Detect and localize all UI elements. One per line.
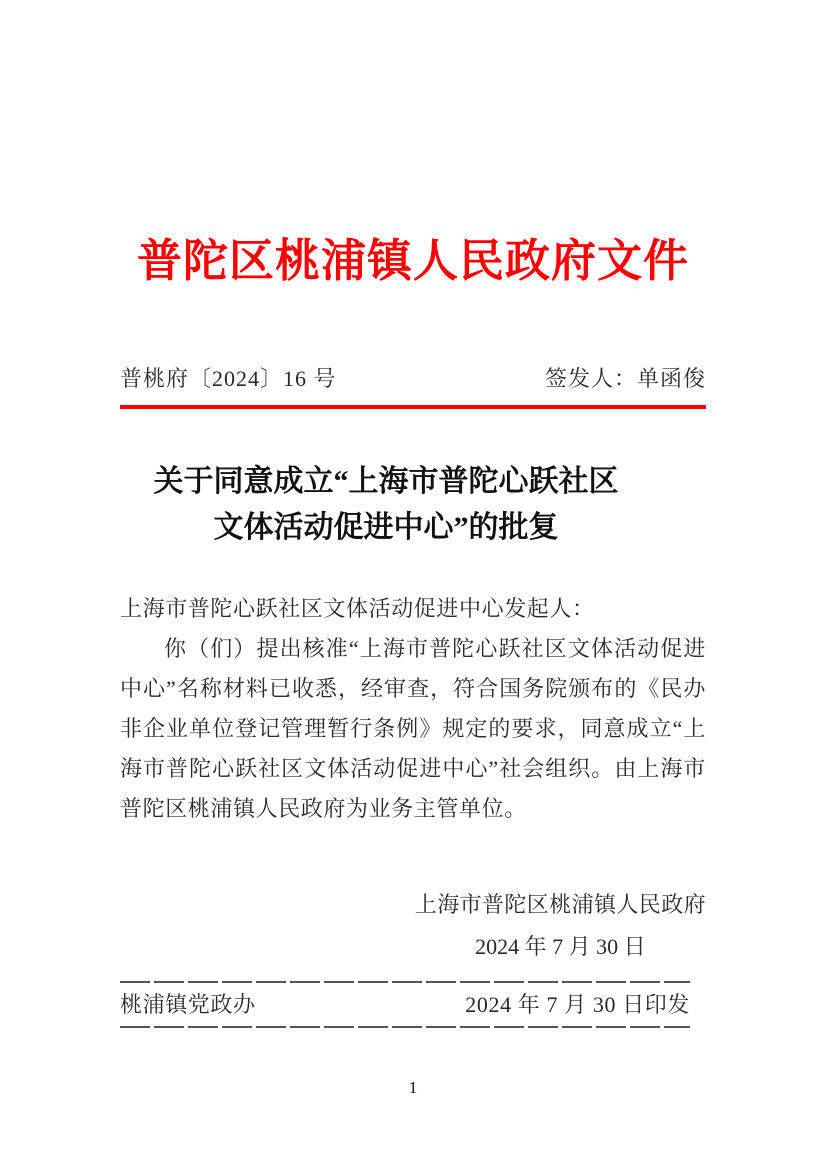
document-content — [120, 0, 706, 1098]
doc-meta-row — [120, 366, 706, 392]
document-title-line1: 关于同意成立“上海市普陀心跃社区 — [153, 465, 619, 498]
signature-block — [120, 885, 706, 969]
footer-block — [120, 981, 690, 1028]
doc-number: 普桃府〔2024〕16 号 — [120, 366, 337, 391]
signature-inner — [415, 885, 706, 969]
issuer-name: 签发人：单函俊 — [544, 366, 706, 391]
body-paragraph: 你（们）提出核准“上海市普陀心跃社区文体活动促进中心”名称材料已收悉，经审查，符合国务院颁布的《民办非企业单位登记管理暂行条例》规定的要求，同意成立“上海市普陀心跃社区文体活动促进中心”社会组织。由上海市普陀区桃浦镇人民政府为业务主管单位。 — [120, 636, 706, 821]
page-number: 1 — [408, 1078, 418, 1097]
signature-org-name: 上海市普陀区桃浦镇人民政府 — [414, 892, 706, 917]
document-masthead: 普陀区桃浦镇人民政府文件 — [136, 236, 689, 286]
footer-print-date: 2024 年 7 月 30 日印发 — [465, 992, 690, 1017]
footer-row — [120, 983, 690, 1026]
red-divider-line — [120, 405, 706, 409]
document-title — [93, 459, 679, 551]
document-body — [120, 589, 706, 829]
footer-divider-bottom — [120, 1026, 690, 1028]
salutation-line: 上海市普陀心跃社区文体活动促进中心发起人： — [120, 596, 595, 621]
signature-date: 2024 年 7 月 30 日 — [475, 934, 646, 959]
footer-office-name: 桃浦镇党政办 — [120, 992, 256, 1017]
document-title-line2: 文体活动促进中心”的批复 — [213, 511, 559, 544]
